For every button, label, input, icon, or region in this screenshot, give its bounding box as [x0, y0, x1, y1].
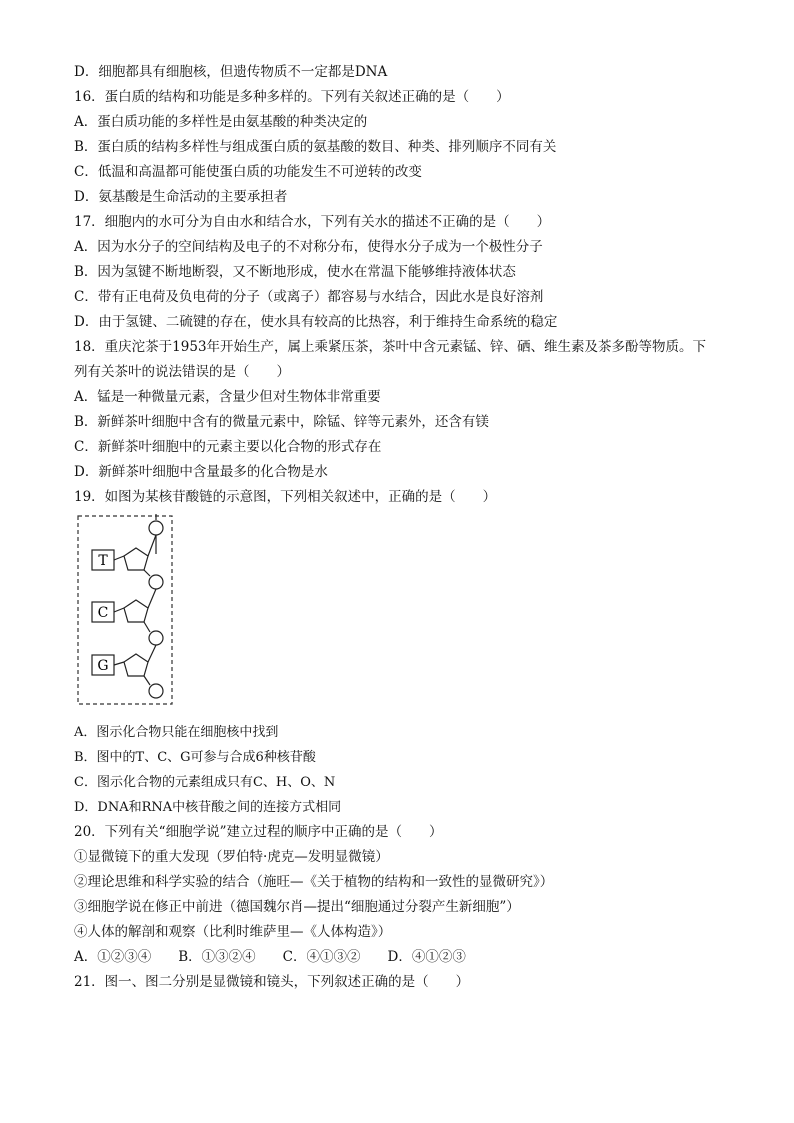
statement-20-3: ③细胞学说在修正中前进（德国魏尔肖—提出“细胞通过分裂产生新细胞”）	[74, 899, 520, 915]
option-19-a: A．图示化合物只能在细胞核中找到	[74, 725, 279, 740]
option-19-d: D．DNA和RNA中核苷酸之间的连接方式相同	[74, 800, 342, 815]
pentose-sugar	[124, 600, 148, 622]
question-17: 17．细胞内的水可分为自由水和结合水，下列有关水的描述不正确的是（ ）	[74, 214, 551, 230]
text-block-top	[74, 60, 734, 510]
question-16: 16．蛋白质的结构和功能是多种多样的。下列有关叙述正确的是（ ）	[74, 89, 510, 105]
base-label-g: G	[97, 658, 109, 674]
question-18-line-1: 18．重庆沱茶于1953年开始生产，属上乘紧压茶，茶叶中含元素锰、锌、硒、维生素及茶多酚等物质。下	[74, 339, 707, 355]
nucleotide-chain-figure	[74, 514, 734, 714]
option-16-d: D．氨基酸是生命活动的主要承担者	[74, 189, 288, 205]
statement-20-1: ①显微镜下的重大发现（罗伯特·虎克—发明显微镜）	[74, 849, 389, 865]
phosphate-backbone	[149, 514, 163, 698]
option-16-b: B．蛋白质的结构多样性与组成蛋白质的氨基酸的数目、种类、排列顺序不同有关	[74, 139, 557, 155]
statement-20-4: ④人体的解剖和观察（比利时维萨里—《人体构造》）	[74, 924, 392, 940]
pentose-sugar	[124, 548, 148, 570]
phosphate-circle	[149, 684, 163, 698]
option-18-b: B．新鲜茶叶细胞中含有的微量元素中，除锰、锌等元素外，还含有镁	[74, 414, 489, 430]
question-21: 21．图一、图二分别是显微镜和镜头，下列叙述正确的是（ ）	[74, 974, 470, 990]
option-15-d: D．细胞都具有细胞核，但遗传物质不一定都是DNA	[74, 64, 388, 80]
option-17-b: B．因为氢键不断地断裂，又不断地形成，使水在常温下能够维持液体状态	[74, 264, 516, 280]
option-19-c: C．图示化合物的元素组成只有C、H、O、N	[74, 775, 336, 790]
option-17-a: A．因为水分子的空间结构及电子的不对称分布，使得水分子成为一个极性分子	[74, 239, 543, 255]
options-20: A．①②③④ B．①③②④ C．④①③② D．④①②③	[74, 949, 466, 965]
phosphate-circle	[149, 631, 163, 645]
statement-20-2: ②理论思维和科学实验的结合（施旺—《关于植物的结构和一致性的显微研究》）	[74, 874, 554, 890]
phosphate-circle	[149, 521, 163, 535]
question-20: 20．下列有关“细胞学说”建立过程的顺序中正确的是（ ）	[74, 824, 443, 840]
phosphate-circle	[149, 575, 163, 589]
option-17-c: C．带有正电荷及负电荷的分子（或离子）都容易与水结合，因此水是良好溶剂	[74, 289, 544, 305]
question-19: 19．如图为某核苷酸链的示意图，下列相关叙述中，正确的是（ ）	[74, 489, 497, 505]
pentose-sugar	[124, 654, 148, 676]
option-19-b: B．图中的T、C、G可参与合成6种核苷酸	[74, 750, 316, 765]
option-18-c: C．新鲜茶叶细胞中的元素主要以化合物的形式存在	[74, 439, 382, 455]
text-block-bottom	[74, 720, 734, 995]
option-18-d: D．新鲜茶叶细胞中含量最多的化合物是水	[74, 464, 328, 480]
question-18-line-2: 列有关茶叶的说法错误的是（ ）	[74, 364, 290, 380]
option-18-a: A．锰是一种微量元素，含量少但对生物体非常重要	[74, 389, 381, 405]
base-label-t: T	[98, 553, 108, 569]
option-17-d: D．由于氢键、二硫键的存在，使水具有较高的比热容，利于维持生命系统的稳定	[74, 314, 558, 330]
option-16-a: A．蛋白质功能的多样性是由氨基酸的种类决定的	[74, 114, 368, 130]
base-label-c: C	[97, 605, 109, 621]
nucleotide-chain-diagram	[74, 514, 184, 710]
exam-page	[74, 60, 734, 995]
option-16-c: C．低温和高温都可能使蛋白质的功能发生不可逆转的改变	[74, 164, 422, 180]
